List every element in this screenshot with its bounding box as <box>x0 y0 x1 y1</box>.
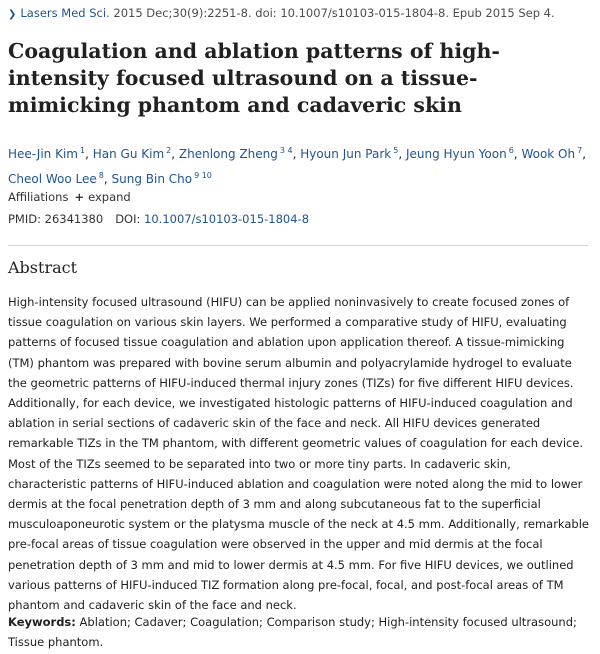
affiliation-ref: 9 10 <box>194 171 212 180</box>
affiliation-ref: 5 <box>393 146 399 155</box>
affiliation-ref: 7 <box>577 146 583 155</box>
author-link[interactable]: Cheol Woo Lee $^8$ <box>8 171 104 186</box>
author-list: Hee-Jin Kim $^1$, Han Gu Kim $^2$, Zhenlong Zheng $^{3 4}$, Hyoun Jun Park $^5$, Jeung Hyun Yoon $^6$, Wook Oh $^7$, Cheol Woo Lee $^8$, Sung Bin Cho $^{9 10}$ <box>8 146 587 186</box>
affiliation-ref: 1 <box>79 146 86 155</box>
keywords-text: Ablation; Cadaver; Coagulation; Comparison study; High-intensity focused ultrasound; Tissue phantom. <box>8 615 577 649</box>
chevron-right-icon: ❯ <box>8 9 17 20</box>
keywords-label: Keywords: <box>8 615 76 629</box>
pmid-value: 26341380 <box>44 212 104 226</box>
pmid-label: PMID: <box>8 212 41 226</box>
author-link[interactable]: Zhenlong Zheng $^{3 4}$ <box>178 146 293 161</box>
author-link[interactable]: Wook Oh $^7$ <box>521 146 583 161</box>
abstract-heading: Abstract <box>8 258 78 277</box>
abstract-text: High-intensity focused ultrasound (HIFU) can be applied noninvasively to create focused zones of tissue coagulation on various skin layers. We performed a comparative study of HIFU, evaluating patterns of focused tissue coagulation and ablation upon application thereof. A tissue-mimicking (TM) phantom was prepared with bovine serum albumin and polyacrylamide hydrogel to evaluate the geometric patterns of HIFU-induced thermal injury zones (TIZs) for five different HIFU devices. Additionally, for each device, we investigated histologic patterns of HIFU-induced coagulation and ablation in serial sections of cadaveric skin of the face and neck. All HIFU devices generated remarkable TIZs in the TM phantom, with different geometric values of coagulation for each device. Most of the TIZs seemed to be separated into two or more tiny parts. In cadaveric skin, characteristic patterns of HIFU-induced ablation and coagulation were noted along the mid to lower dermis at the focal penetration depth of 3 mm and along subcutaneous fat to the superficial musculoaponeurotic system or the platysma muscle of the neck at 4.5 mm. Additionally, remarkable pre-focal areas of tissue coagulation were observed in the upper and mid dermis at the focal penetration depth of 3 mm and mid to lower dermis at 4.5 mm. For five HIFU devices, we outlined various patterns of HIFU-induced TIZ formation along pre-focal, focal, and post-focal areas of TM phantom and cadaveric skin of the face and neck. <box>8 295 590 613</box>
author-link[interactable]: Han Gu Kim $^2$ <box>92 146 172 161</box>
journal-link[interactable]: Lasers Med Sci. <box>20 6 110 20</box>
author-link[interactable]: Sung Bin Cho $^{9 10}$ <box>111 171 212 186</box>
identifiers <box>8 212 309 226</box>
affiliation-ref: 6 <box>508 146 514 155</box>
affiliations-toggle[interactable] <box>8 190 131 204</box>
citation-details: 2015 Dec;30(9):2251-8. doi: 10.1007/s10103-015-1804-8. Epub 2015 Sep 4. <box>113 6 555 20</box>
citation-line <box>8 6 555 20</box>
article-title: Coagulation and ablation patterns of high-intensity focused ultrasound on a tissue-mimicking phantom and cadaveric skin <box>8 39 500 117</box>
expand-label: expand <box>88 190 131 204</box>
affiliation-ref: 2 <box>166 146 172 155</box>
affiliation-ref: 3 4 <box>279 146 293 155</box>
affiliation-ref: 8 <box>98 171 104 180</box>
author-link[interactable]: Hyoun Jun Park $^5$ <box>300 146 399 161</box>
keywords <box>8 612 590 652</box>
doi-link[interactable]: 10.1007/s10103-015-1804-8 <box>144 212 310 226</box>
doi-label: DOI: <box>115 212 141 226</box>
section-divider <box>8 245 588 246</box>
author-link[interactable]: Hee-Jin Kim $^1$ <box>8 146 86 161</box>
author-link[interactable]: Jeung Hyun Yoon $^6$ <box>405 146 514 161</box>
plus-icon: + <box>74 190 85 204</box>
affiliations-label: Affiliations <box>8 190 69 204</box>
